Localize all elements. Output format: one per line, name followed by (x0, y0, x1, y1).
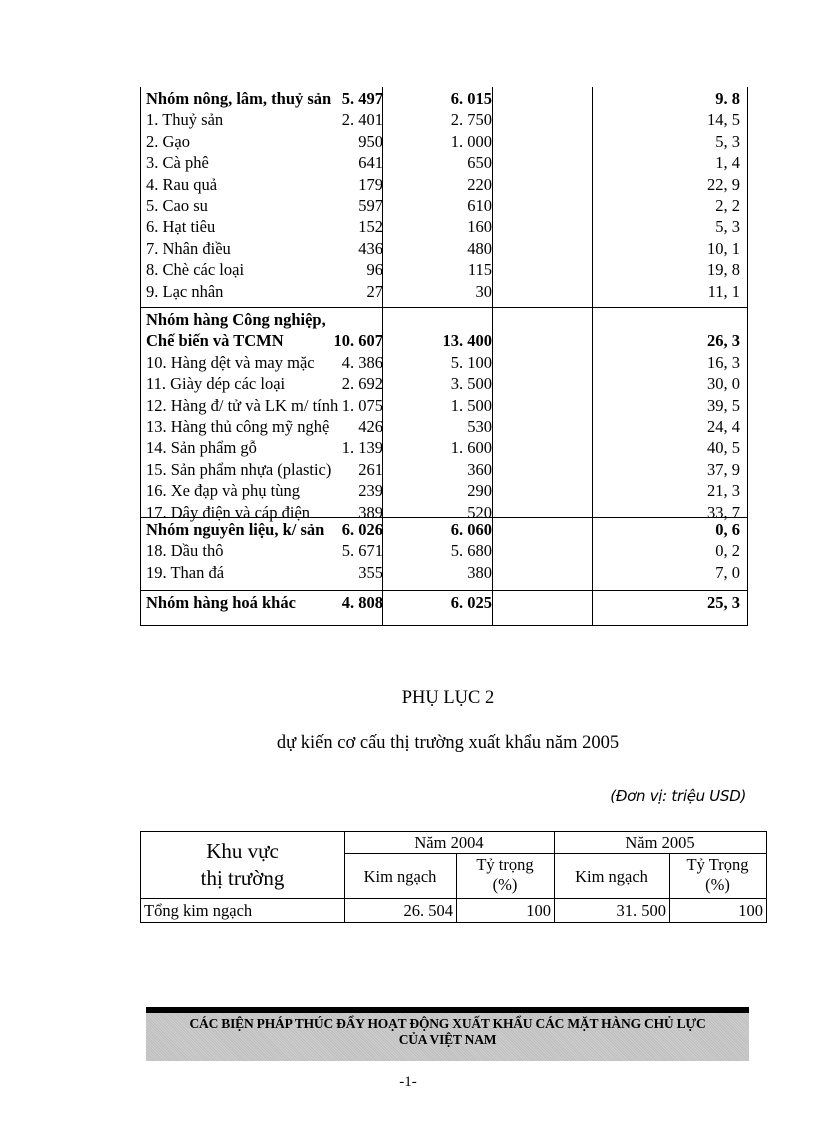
header-share-2004-line2: (%) (492, 875, 518, 894)
banner-text (146, 1016, 749, 1048)
value-2004: 6. 026 (341, 520, 383, 539)
value-2005: 5. 680 (450, 541, 492, 561)
row-label: 18. Dầu thô (146, 541, 224, 561)
row-label: 17. Dây điện và cáp điện (146, 502, 311, 522)
value-2004: 4. 808 (341, 593, 383, 612)
row-total-share-2004: 100 (526, 901, 551, 920)
value-2005: 360 (467, 459, 492, 479)
value-2004: 389 (358, 502, 383, 522)
table-row (140, 131, 748, 152)
row-label-line2: Chế biến và TCMN (146, 331, 284, 351)
table-row (140, 437, 748, 458)
header-year-2004: Năm 2004 (414, 833, 484, 852)
export-commodity-table (140, 87, 748, 626)
table-row (140, 309, 748, 351)
table-row (140, 373, 748, 394)
growth-percent: 14, 5 (707, 110, 740, 130)
row-total-amount-2004: 26. 504 (403, 901, 453, 920)
table-row (140, 152, 748, 173)
header-share-2005-line2: (%) (705, 875, 730, 894)
row-label: 1. Thuỷ sản (146, 110, 224, 130)
growth-percent: 10, 1 (707, 238, 740, 258)
value-2004: 239 (358, 481, 383, 501)
table-row (140, 238, 748, 259)
row-label: 19. Than đá (146, 562, 225, 582)
appendix-subtitle: dự kiến cơ cấu thị trường xuất khẩu năm 2005 (276, 733, 620, 753)
row-label: 3. Cà phê (146, 153, 209, 173)
value-2005: 3. 500 (450, 374, 492, 394)
table-row (140, 519, 748, 540)
value-2004: 152 (358, 217, 383, 237)
value-2005: 380 (467, 562, 492, 582)
growth-percent: 26, 3 (707, 331, 740, 351)
row-total-amount-2005: 31. 500 (616, 901, 666, 920)
row-label: 6. Hạt tiêu (146, 217, 216, 237)
value-2005: 30 (475, 281, 492, 301)
value-2005: 480 (467, 238, 492, 258)
value-2005: 1. 000 (450, 131, 492, 151)
header-share-2005-line1: Tỷ Trọng (686, 855, 749, 874)
banner-line-2: CỦA VIỆT NAM (398, 1032, 497, 1047)
value-2005: 1. 600 (450, 438, 492, 458)
row-label: Nhóm nguyên liệu, k/ sản (146, 520, 325, 539)
table-row (140, 416, 748, 437)
value-2005: 6. 025 (450, 593, 492, 612)
growth-percent: 1, 4 (715, 153, 740, 173)
growth-percent: 9. 8 (715, 89, 740, 108)
growth-percent: 11, 1 (707, 281, 740, 301)
value-2004: 261 (358, 459, 383, 479)
row-label: 5. Cao su (146, 196, 208, 215)
row-label: 14. Sản phẩm gỗ (146, 438, 257, 458)
value-2004: 5. 671 (341, 541, 383, 561)
value-2005: 520 (467, 502, 492, 522)
growth-percent: 40, 5 (707, 438, 740, 458)
table-row (140, 352, 748, 373)
growth-percent: 0, 6 (715, 520, 740, 539)
row-label: 9. Lạc nhân (146, 281, 224, 301)
header-share-2004-line1: Tỷ trọng (476, 855, 534, 874)
growth-percent: 24, 4 (707, 417, 740, 436)
row-label: 4. Rau quả (146, 174, 218, 194)
header-share-2005 (669, 855, 766, 895)
table-row (140, 88, 748, 109)
value-2004: 4. 386 (341, 352, 383, 372)
growth-percent: 5, 3 (715, 131, 740, 151)
table-row (140, 395, 748, 416)
header-share-2004 (456, 855, 554, 895)
value-2004: 10. 607 (333, 331, 383, 351)
growth-percent: 22, 9 (707, 174, 740, 194)
growth-percent: 19, 8 (707, 260, 740, 280)
row-label: 15. Sản phẩm nhựa (plastic) (146, 459, 332, 479)
table-row (140, 562, 748, 583)
value-2005: 610 (467, 196, 492, 215)
value-2005: 6. 060 (450, 520, 492, 539)
table-row (140, 109, 748, 130)
value-2004: 597 (358, 196, 383, 215)
row-label: Nhóm hàng Công nghiệp, (146, 310, 326, 329)
growth-percent: 5, 3 (715, 217, 740, 237)
growth-percent: 30, 0 (707, 374, 740, 394)
value-2004: 426 (358, 417, 383, 436)
growth-percent: 7, 0 (715, 562, 740, 582)
growth-percent: 0, 2 (715, 541, 740, 561)
header-region (141, 838, 344, 892)
banner-line-1: CÁC BIỆN PHÁP THÚC ĐẨY HOẠT ĐỘNG XUẤT KHẨU CÁC MẶT HÀNG CHỦ LỰC (189, 1016, 706, 1031)
value-2005: 6. 015 (450, 89, 492, 108)
row-label: 11. Giày dép các loại (146, 374, 286, 394)
growth-percent: 39, 5 (707, 395, 740, 415)
row-label: 16. Xe đạp và phụ tùng (146, 481, 300, 501)
value-2004: 1. 139 (341, 438, 383, 458)
page-number: -1- (399, 1074, 417, 1090)
row-label: 8. Chè các loại (146, 260, 245, 280)
value-2005: 290 (467, 481, 492, 501)
value-2005: 115 (467, 260, 492, 280)
unit-note: (Đơn vị: triệu USD) (610, 787, 746, 805)
value-2004: 179 (358, 174, 383, 194)
row-label: Nhóm nông, lâm, thuỷ sản (146, 89, 332, 108)
value-2004: 27 (366, 281, 383, 301)
growth-percent: 21, 3 (707, 481, 740, 501)
row-label: 12. Hàng đ/ tử và LK m/ tính (146, 395, 339, 415)
value-2005: 160 (467, 217, 492, 237)
value-2005: 2. 750 (450, 110, 492, 130)
appendix-title: PHỤ LỤC 2 (401, 688, 495, 708)
footer-banner (146, 1007, 749, 1061)
row-divider (344, 853, 766, 854)
header-region-line2: thị trường (200, 866, 285, 890)
growth-percent: 37, 9 (707, 459, 740, 479)
value-2005: 220 (467, 174, 492, 194)
table-row (140, 195, 748, 216)
row-label: 2. Gạo (146, 131, 190, 151)
value-2005: 13. 400 (442, 331, 492, 351)
value-2005: 530 (467, 417, 492, 436)
value-2005: 650 (467, 153, 492, 173)
row-divider (141, 898, 766, 899)
table-row (140, 592, 748, 613)
table-row (140, 259, 748, 280)
value-2004: 355 (358, 562, 383, 582)
header-year-2005: Năm 2005 (625, 833, 695, 852)
row-divider (140, 590, 748, 591)
value-2005: 5. 100 (450, 352, 492, 372)
table-row (140, 480, 748, 501)
table-row (140, 540, 748, 561)
row-label: Nhóm hàng hoá khác (146, 593, 296, 612)
value-2004: 2. 692 (341, 374, 383, 394)
value-2004: 436 (358, 238, 383, 258)
row-total-share-2005: 100 (738, 901, 763, 920)
banner-top-rule (146, 1007, 749, 1013)
growth-percent: 16, 3 (707, 352, 740, 372)
value-2004: 1. 075 (341, 395, 383, 415)
table-row (140, 216, 748, 237)
table-row (140, 459, 748, 480)
header-amount-2005: Kim ngạch (575, 867, 648, 886)
row-label: 13. Hàng thủ công mỹ nghệ (146, 417, 330, 436)
header-amount-2004: Kim ngạch (363, 867, 437, 886)
table-row (140, 281, 748, 302)
value-2004: 5. 497 (341, 89, 383, 108)
growth-percent: 33, 7 (707, 502, 740, 522)
row-total-label: Tổng kim ngạch (144, 901, 253, 920)
market-structure-table (140, 831, 767, 923)
row-label: 10. Hàng dệt và may mặc (146, 352, 315, 372)
value-2004: 96 (366, 260, 383, 280)
growth-percent: 2, 2 (715, 196, 740, 215)
row-label: 7. Nhân điều (146, 238, 231, 258)
value-2004: 2. 401 (341, 110, 383, 130)
table-row (140, 174, 748, 195)
header-region-line1: Khu vực (206, 839, 279, 863)
growth-percent: 25, 3 (707, 593, 740, 612)
value-2004: 950 (358, 131, 383, 151)
row-divider (140, 307, 748, 308)
value-2004: 641 (358, 153, 383, 173)
value-2005: 1. 500 (450, 395, 492, 415)
